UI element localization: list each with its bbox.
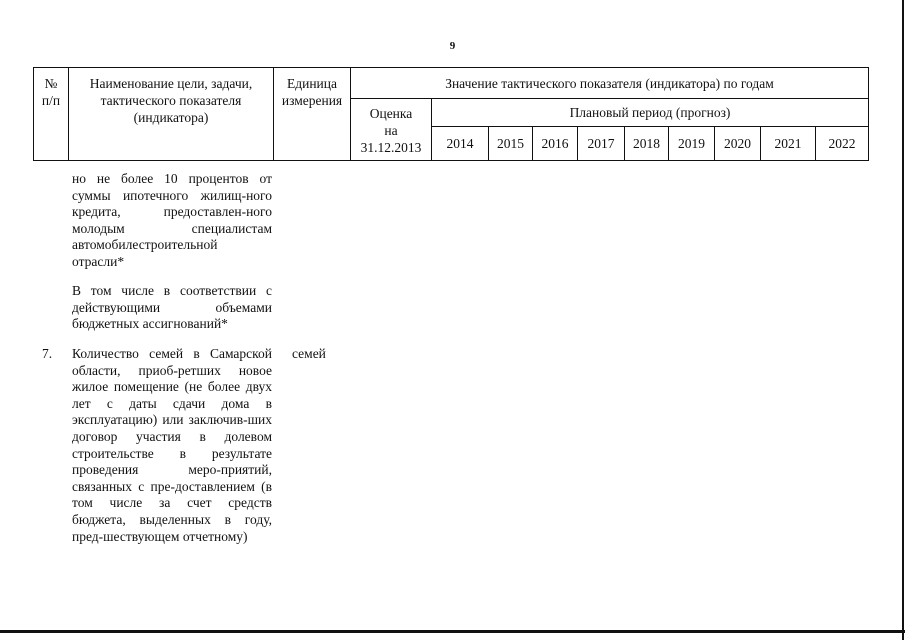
header-year: 2018: [633, 136, 660, 151]
table-divider-plan: [431, 126, 869, 127]
table-row: [72, 171, 272, 271]
header-year: 2022: [828, 136, 856, 151]
header-plan-period: Плановый период (прогноз): [569, 105, 731, 120]
table-divider-values: [350, 98, 869, 99]
table-row: [72, 283, 272, 333]
header-col-unit: Единица измерения: [281, 76, 343, 108]
header-estimate: Оценка на 31.12.2013: [360, 106, 422, 155]
row-unit: семей: [292, 346, 326, 361]
table-divider-num: [68, 67, 69, 161]
header-year: 2015: [497, 136, 524, 151]
table-border-top: [33, 67, 869, 68]
table-border-header-bottom: [33, 160, 869, 161]
page-edge-bottom: [0, 630, 905, 633]
page-edge-right: [902, 0, 904, 640]
row-name-text: но не более 10 процентов от суммы ипотечного жилищ-ного кредита, предоставлен-ного молодым специалистам автомобилестроительной отрасли*: [72, 171, 272, 269]
table-border-right: [868, 67, 869, 161]
header-year: 2016: [541, 136, 569, 151]
header-year: 2014: [446, 136, 474, 151]
row-name-text: В том числе в соответствии с действующими объемами бюджетных ассигнований*: [72, 283, 272, 332]
header-col-num: № п/п: [41, 76, 61, 108]
header-year: 2020: [724, 136, 751, 151]
header-col-name: Наименование цели, задачи, тактического показателя (индикатора): [89, 76, 253, 125]
header-year: 2017: [587, 136, 615, 151]
row-number: 7.: [42, 346, 53, 361]
table-row: [72, 346, 272, 545]
header-col-values: Значение тактического показателя (индикатора) по годам: [445, 76, 774, 91]
page-number: 9: [449, 40, 456, 52]
row-name-text: Количество семей в Самарской области, приоб-ретших новое жилое помещение (не более двух лет с даты сдачи дома в эксплуатацию) или заключив-ших договор участия в долевом строительстве в результате проведения меро-приятий, связанных с пре-доставлением (в том числе за счет средств бюджета, выделенных в году, пред-шествующем отчетному): [72, 346, 272, 544]
header-year: 2021: [774, 136, 802, 151]
header-year: 2019: [678, 136, 705, 151]
